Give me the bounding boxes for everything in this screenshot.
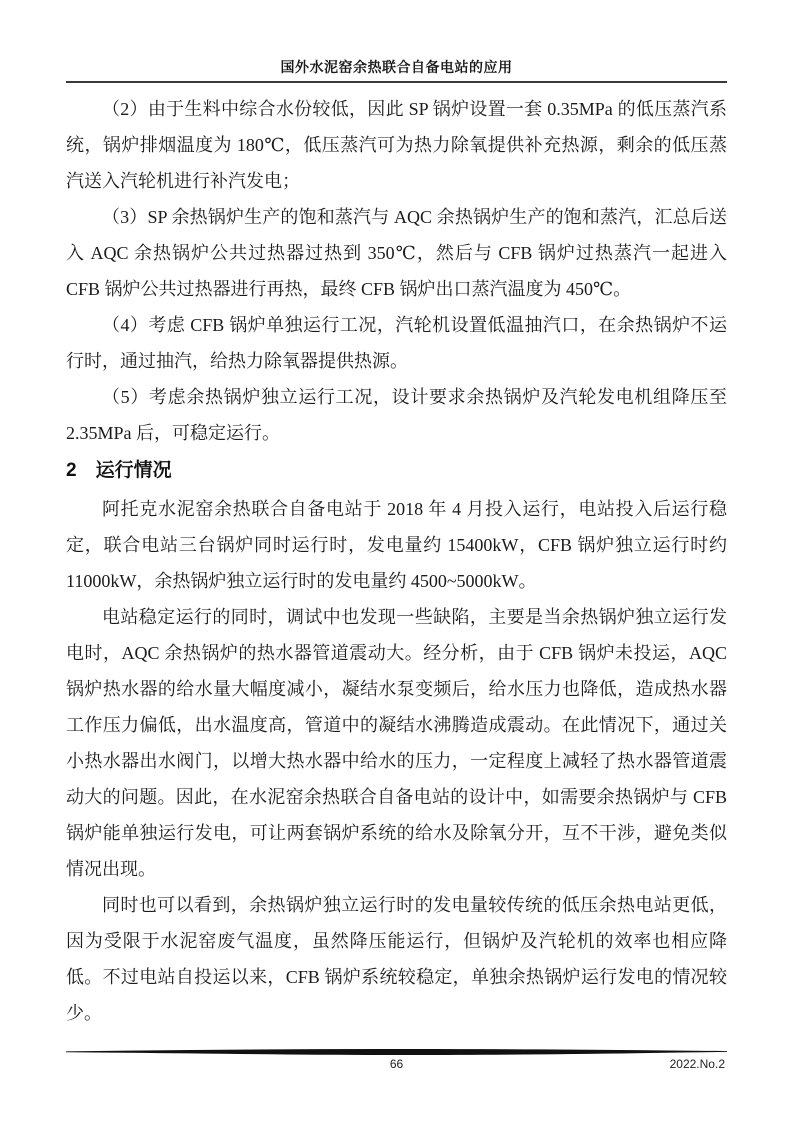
- paragraph-item-5: （5）考虑余热锅炉独立运行工况，设计要求余热锅炉及汽轮发电机组降压至 2.35MPa 后，可稳定运行。: [66, 387, 727, 443]
- header-rule: [66, 81, 727, 83]
- article-body: [66, 91, 727, 1031]
- issue-number: 2022.No.2: [669, 1057, 725, 1071]
- footer-rule: [66, 1048, 727, 1056]
- section-number: 2: [66, 460, 77, 481]
- paragraph-item-4: （4）考虑 CFB 锅炉单独运行工况，汽轮机设置低温抽汽口，在余热锅炉不运行时，通过抽汽，给热力除氧器提供热源。: [66, 315, 727, 371]
- paragraph-operation-1: 阿托克水泥窑余热联合自备电站于 2018 年 4 月投入运行，电站投入后运行稳定，联合电站三台锅炉同时运行时，发电量约 15400kW，CFB 锅炉独立运行时约 11000kW，余热锅炉独立运行时的发电量约 4500~5000kW。: [66, 499, 727, 591]
- paragraph-item-3: （3）SP 余热锅炉生产的饱和蒸汽与 AQC 余热锅炉生产的饱和蒸汽，汇总后送入 AQC 余热锅炉公共过热器过热到 350℃，然后与 CFB 锅炉过热蒸汽一起进入 CFB 锅炉公共过热器进行再热，最终 CFB 锅炉出口蒸汽温度为 450℃。: [66, 207, 727, 299]
- section-title: 运行情况: [95, 460, 172, 481]
- page-number: 66: [389, 1057, 404, 1071]
- paragraph-operation-2: 电站稳定运行的同时，调试中也发现一些缺陷，主要是当余热锅炉独立运行发电时，AQC 余热锅炉的热水器管道震动大。经分析，由于 CFB 锅炉未投运，AQC 锅炉热水器的给水量大幅度减小，凝结水泵变频后，给水压力也降低，造成热水器工作压力偏低，出水温度高，管道中的凝结水沸腾造成震动。在此情况下，通过关小热水器出水阀门，以增大热水器中给水的压力，一定程度上减轻了热水器管道震动大的问题。因此，在水泥窑余热联合自备电站的设计中，如需要余热锅炉与 CFB 锅炉能单独运行发电，可让两套锅炉系统的给水及除氧分开，互不干涉，避免类似情况出现。: [66, 607, 727, 879]
- paragraph-operation-3: 同时也可以看到，余热锅炉独立运行时的发电量较传统的低压余热电站更低，因为受限于水泥窑废气温度，虽然降压能运行，但锅炉及汽轮机的效率也相应降低。不过电站自投运以来，CFB 锅炉系统较稳定，单独余热锅炉运行发电的情况较少。: [66, 895, 727, 1023]
- running-header: [66, 58, 727, 76]
- running-header-title: 国外水泥窑余热联合自备电站的应用: [280, 59, 513, 75]
- page-content: [66, 58, 727, 1031]
- section-heading: [66, 453, 727, 489]
- page-footer: [66, 1048, 727, 1073]
- footer-meta: [66, 1057, 727, 1073]
- paragraph-item-2: （2）由于生料中综合水份较低，因此 SP 锅炉设置一套 0.35MPa 的低压蒸汽系统，锅炉排烟温度为 180℃，低压蒸汽可为热力除氧提供补充热源，剩余的低压蒸汽送入汽轮机进行补汽发电；: [66, 99, 727, 191]
